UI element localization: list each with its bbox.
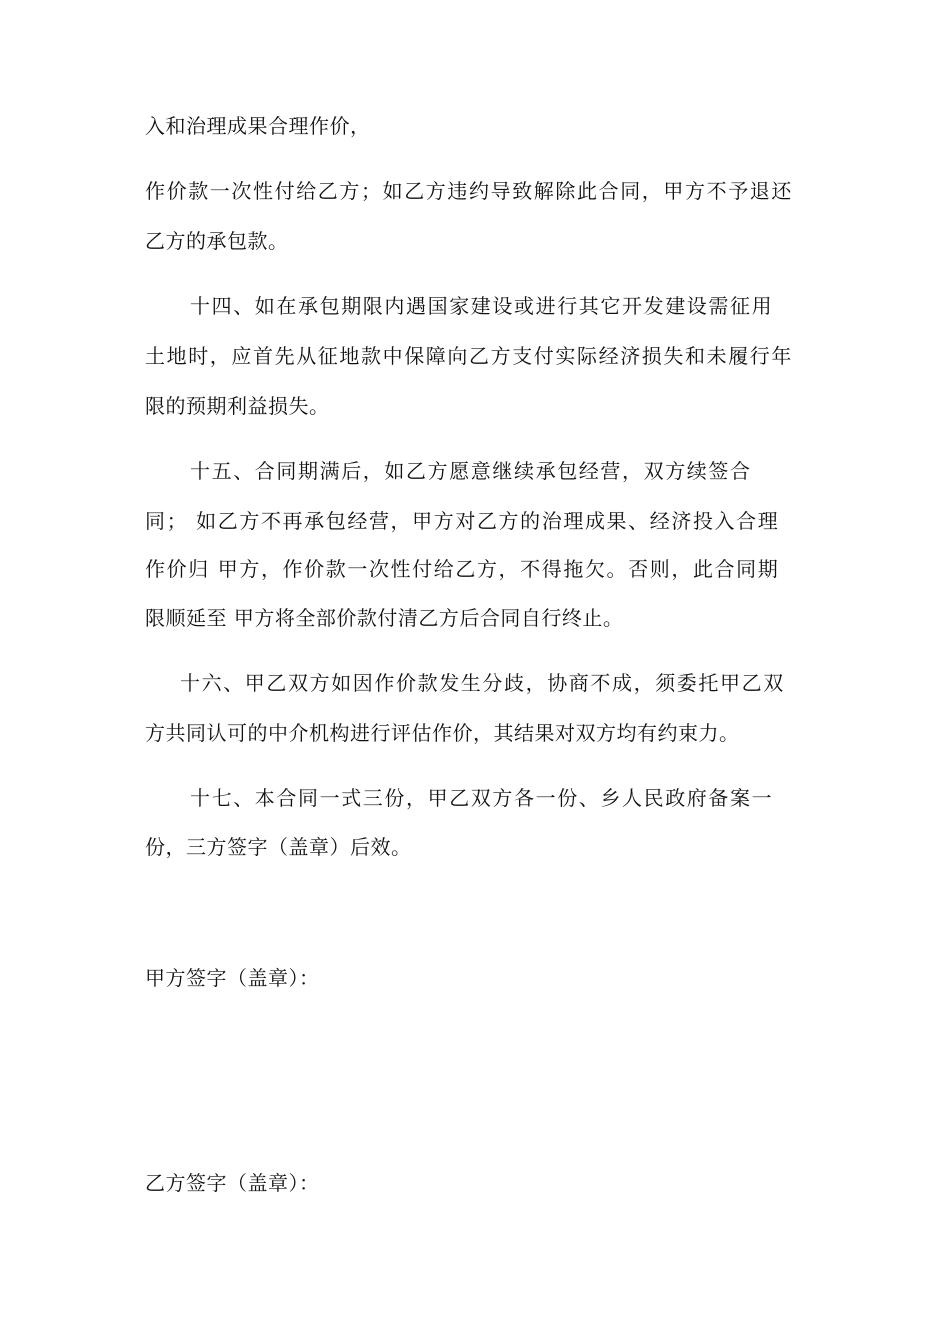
text-line: 限顺延至 甲方将全部价款付清乙方后合同自行终止。 xyxy=(145,606,624,630)
text-line: 份，三方签字（盖章）后效。 xyxy=(145,835,412,859)
text-line: 作价归 甲方，作价款一次性付给乙方，不得拖欠。否则，此合同期 xyxy=(145,557,780,581)
text-line: 方共同认可的中介机构进行评估作价，其结果对双方均有约束力。 xyxy=(145,721,740,745)
text-line: 限的预期利益损失。 xyxy=(145,394,330,418)
paragraph-15-start: 十五、合同期满后，如乙方愿意继续承包经营，双方续签合 xyxy=(190,459,752,483)
paragraph-17-start: 十七、本合同一式三份，甲乙双方各一份、乡人民政府备案一 xyxy=(190,786,774,810)
party-b-signature-label: 乙方签字（盖章）： xyxy=(145,1171,320,1195)
text-line: 乙方的承包款。 xyxy=(145,229,289,253)
paragraph-14-start: 十四、如在承包期限内遇国家建设或进行其它开发建设需征用 xyxy=(190,294,774,318)
party-a-signature-label: 甲方签字（盖章）： xyxy=(145,966,320,990)
text-line: 作价款一次性付给乙方；如乙方违约导致解除此合同，甲方不予退还 xyxy=(145,179,793,203)
text-line: 同； 如乙方不再承包经营，甲方对乙方的治理成果、经济投入合理 xyxy=(145,509,780,533)
text-line: 入和治理成果合理作价， xyxy=(145,114,371,138)
text-line: 土地时，应首先从征地款中保障向乙方支付实际经济损失和未履行年 xyxy=(145,344,793,368)
paragraph-16-start: 十六、甲乙双方如因作价款发生分歧，协商不成，须委托甲乙双 xyxy=(180,671,785,695)
